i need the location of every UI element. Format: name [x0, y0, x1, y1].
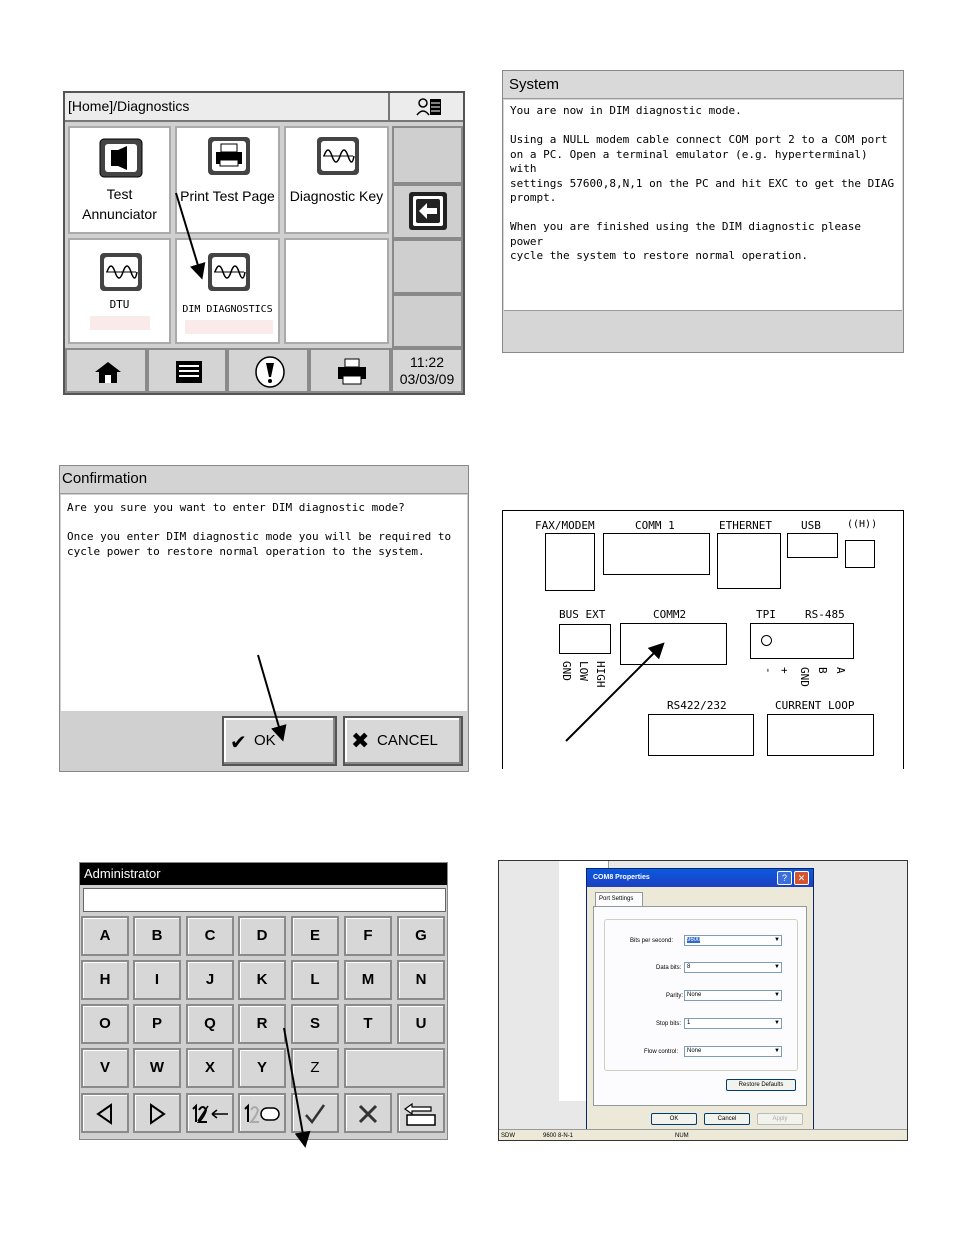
horn-port	[845, 540, 875, 568]
cancel-key[interactable]	[344, 1093, 392, 1133]
speaker-icon	[99, 138, 143, 178]
clock-date: 03/03/09	[399, 371, 455, 387]
cancel-x-icon	[356, 1102, 380, 1126]
annotation-arrow	[278, 1025, 328, 1150]
list-button[interactable]	[147, 348, 227, 393]
left-arrow-icon	[95, 1103, 115, 1125]
cancel-x-icon: ✖	[351, 728, 370, 753]
close-button[interactable]: ✕	[794, 871, 809, 885]
waveform-icon	[99, 252, 143, 292]
system-dialog	[502, 70, 904, 353]
key-m[interactable]: M	[344, 960, 392, 1000]
key-c[interactable]: C	[186, 916, 234, 956]
tab-panel	[593, 906, 807, 1106]
tab-port-settings[interactable]	[595, 892, 643, 906]
dialog-message: You are now in DIM diagnostic mode. Using a NULL modem cable connect COM port 2 to a COM port on a PC. Open a terminal emulator (e.g. hyperterminal) with settings 57600,8,N,1 on the PC and hit EXC to get the DIAG prompt. When you are finished using the DIM diagnostic please power cycle the system to restore normal operation.	[504, 100, 902, 311]
flow-control-label: Flow control:	[644, 1049, 679, 1055]
key-r[interactable]: R	[238, 1004, 286, 1044]
key-h[interactable]: H	[81, 960, 129, 1000]
alert-button[interactable]	[227, 348, 309, 393]
tile-label: Print Test Page	[180, 188, 275, 204]
tpi-rs485-port	[750, 623, 854, 659]
clock	[391, 348, 463, 393]
usb-label: USB	[801, 519, 821, 532]
stop-bits-select[interactable]: 1 ▼	[684, 1018, 782, 1029]
key-q[interactable]: Q	[186, 1004, 234, 1044]
user-list-button[interactable]	[390, 93, 463, 122]
key-b[interactable]: B	[133, 916, 181, 956]
key-s[interactable]: S	[291, 1004, 339, 1044]
bus-ext-label: BUS EXT	[559, 608, 606, 621]
key-f[interactable]: F	[344, 916, 392, 956]
pin-high-label: HIGH	[594, 661, 607, 688]
side-button-blank[interactable]	[392, 239, 463, 294]
ethernet-label: ETHERNET	[719, 519, 772, 532]
fax-modem-label: FAX/MODEM	[535, 519, 595, 532]
status-left: SDW	[501, 1133, 515, 1139]
tile-label: Diagnostic Key	[289, 188, 384, 204]
keyboard-input[interactable]	[83, 888, 446, 912]
side-button-blank[interactable]	[392, 294, 463, 348]
printer-icon	[207, 136, 251, 176]
dialog-title: Confirmation	[60, 466, 468, 494]
clear-icon	[242, 1103, 282, 1125]
key-v[interactable]: V	[81, 1048, 129, 1088]
key-w[interactable]: W	[133, 1048, 181, 1088]
com-properties-screenshot	[498, 860, 908, 1141]
home-button[interactable]	[65, 348, 147, 393]
key-l[interactable]: L	[291, 960, 339, 1000]
key-t[interactable]: T	[344, 1004, 392, 1044]
tile-empty	[284, 238, 389, 344]
key-z[interactable]: Z	[291, 1048, 339, 1088]
board-diagram	[502, 510, 904, 769]
key-n[interactable]: N	[397, 960, 445, 1000]
annotation-arrow	[170, 190, 210, 285]
comm2-label: COMM2	[653, 608, 687, 621]
tile-diagnostic-key[interactable]	[284, 126, 389, 234]
cancel-button[interactable]	[343, 716, 463, 766]
key-a[interactable]: A	[81, 916, 129, 956]
diagnostics-screen	[63, 91, 465, 395]
enter-icon	[403, 1101, 439, 1127]
printer-icon	[336, 358, 368, 386]
dialog-title: COM8 Properties	[593, 874, 650, 881]
comm1-port	[603, 533, 710, 575]
dialog-message: Are you sure you want to enter DIM diagnostic mode? Once you enter DIM diagnostic mode you will be required to cycle power to restore normal operation to the system.	[61, 495, 467, 711]
dialog-title: System	[503, 71, 903, 99]
right-arrow-icon	[147, 1103, 167, 1125]
com-properties-dialog	[586, 868, 814, 1134]
status-num: NUM	[675, 1133, 689, 1139]
cancel-label: CANCEL	[377, 732, 438, 749]
tpi-led	[761, 635, 772, 646]
tile-label: Test Annunciator	[82, 186, 157, 222]
clock-time: 11:22	[410, 354, 444, 370]
key-d[interactable]: D	[238, 916, 286, 956]
data-bits-select[interactable]: 8 ▼	[684, 962, 782, 973]
key-i[interactable]: I	[133, 960, 181, 1000]
key-g[interactable]: G	[397, 916, 445, 956]
annotation-arrow	[253, 652, 293, 747]
flow-control-select[interactable]: None ▼	[684, 1046, 782, 1057]
chevron-down-icon: ▼	[774, 964, 780, 970]
data-bits-label: Data bits:	[656, 965, 682, 971]
ok-label: OK	[254, 732, 276, 749]
keyboard-screen	[79, 862, 448, 1140]
pin-b-label: B	[816, 667, 829, 674]
tpi-label: TPI	[756, 608, 776, 621]
status-settings: 9600 8-N-1	[543, 1133, 574, 1139]
bits-per-second-select[interactable]: 9600 ▼	[684, 935, 782, 946]
pin-minus-label: -	[762, 667, 775, 674]
side-button-blank[interactable]	[392, 126, 463, 184]
chevron-down-icon: ▼	[774, 992, 780, 998]
rs485-label: RS-485	[805, 608, 845, 621]
help-button[interactable]: ?	[777, 871, 792, 885]
tile-label: DTU	[109, 298, 130, 311]
key-blank[interactable]	[344, 1048, 445, 1088]
enter-key[interactable]	[397, 1093, 445, 1133]
usb-port	[787, 533, 838, 558]
list-icon	[175, 360, 203, 384]
current-loop-port	[767, 714, 874, 756]
breadcrumb: [Home]/Diagnostics	[65, 93, 390, 122]
key-y[interactable]: Y	[238, 1048, 286, 1088]
bits-per-second-label: Bits per second:	[630, 938, 674, 944]
left-arrow-key[interactable]	[81, 1093, 129, 1133]
horn-label: ((H))	[847, 519, 878, 530]
pin-plus-label: +	[778, 667, 791, 674]
annotation-arrow	[563, 636, 673, 746]
key-j[interactable]: J	[186, 960, 234, 1000]
print-button[interactable]	[309, 348, 391, 393]
pin-gnd2-label: GND	[798, 667, 811, 687]
ok-button[interactable]: OK	[651, 1113, 697, 1125]
numeric-mode-icon	[190, 1103, 230, 1125]
chevron-down-icon: ▼	[774, 937, 780, 943]
chevron-down-icon: ▼	[774, 1048, 780, 1054]
rs422-label: RS422/232	[667, 699, 727, 712]
restore-defaults-button[interactable]: Restore Defaults	[726, 1079, 796, 1091]
back-button[interactable]	[392, 184, 463, 239]
alert-icon	[254, 355, 286, 389]
key-p[interactable]: P	[133, 1004, 181, 1044]
fax-modem-port	[545, 533, 595, 591]
right-arrow-key[interactable]	[133, 1093, 181, 1133]
tab-label: Port Settings	[599, 896, 634, 902]
dialog-titlebar	[587, 869, 813, 887]
home-icon	[93, 360, 123, 384]
parity-label: Parity:	[666, 993, 684, 999]
numeric-mode-key[interactable]	[186, 1093, 234, 1133]
comm1-label: COMM 1	[635, 519, 675, 532]
waveform-icon	[207, 252, 251, 292]
apply-button[interactable]: Apply	[757, 1113, 803, 1125]
pin-gnd-label: GND	[560, 661, 573, 681]
key-o[interactable]: O	[81, 1004, 129, 1044]
stop-bits-label: Stop bits:	[656, 1021, 682, 1027]
key-x[interactable]: X	[186, 1048, 234, 1088]
checkmark-icon: ✔	[230, 732, 247, 754]
tile-dtu[interactable]	[68, 238, 171, 344]
key-k[interactable]: K	[238, 960, 286, 1000]
keyboard-title: Administrator	[80, 863, 447, 885]
status-bar	[499, 1129, 908, 1141]
current-loop-label: CURRENT LOOP	[775, 699, 855, 712]
waveform-icon	[316, 136, 360, 176]
pin-low-label: LOW	[577, 661, 590, 681]
parity-select[interactable]: None ▼	[684, 990, 782, 1001]
ethernet-port	[717, 533, 781, 589]
user-list-icon	[416, 98, 442, 116]
chevron-down-icon: ▼	[774, 1020, 780, 1026]
pin-a-label: A	[834, 667, 847, 674]
tile-label: DIM DIAGNOSTICS	[182, 304, 273, 315]
key-u[interactable]: U	[397, 1004, 445, 1044]
key-e[interactable]: E	[291, 916, 339, 956]
cancel-button[interactable]: Cancel	[704, 1113, 750, 1125]
back-arrow-icon	[408, 191, 448, 231]
tile-test-annunciator[interactable]	[68, 126, 171, 234]
